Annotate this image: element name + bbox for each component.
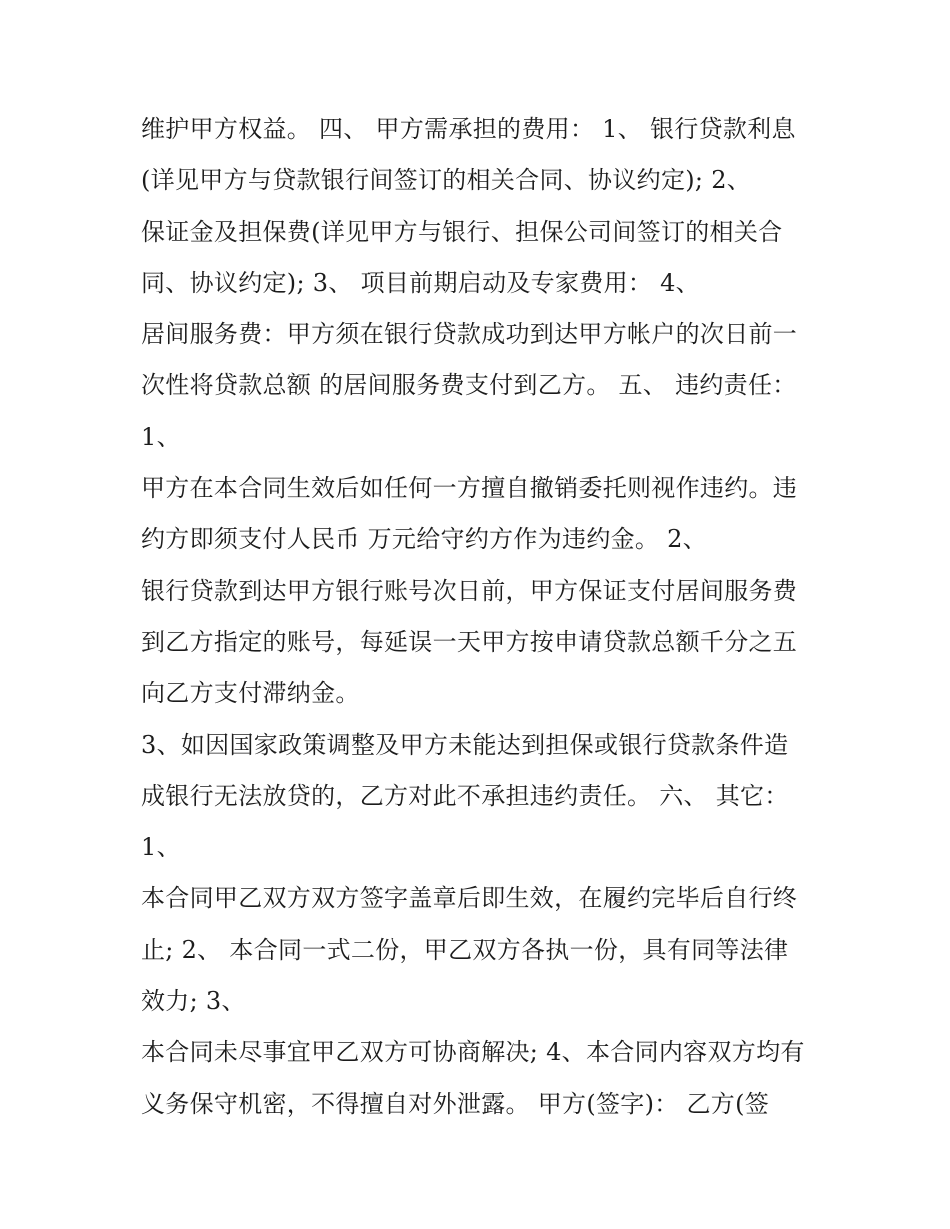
text-line: 约方即须支付人民币 万元给守约方作为违约金。 2、: [141, 525, 708, 554]
text-line: 保证金及担保费(详见甲方与银行、担保公司间签订的相关合: [141, 217, 783, 246]
text-line: 3、如因国家政策调整及甲方未能达到担保或银行贷款条件造: [141, 730, 789, 759]
text-line: 1、: [141, 422, 181, 451]
text-line: 成银行无法放贷的，乙方对此不承担违约责任。 六、 其它：: [141, 781, 789, 810]
text-line: 居间服务费：甲方须在银行贷款成功到达甲方帐户的次日前一: [141, 320, 798, 349]
text-line: 同、协议约定); 3、 项目前期启动及专家费用： 4、: [141, 268, 700, 297]
text-line: 维护甲方权益。 四、 甲方需承担的费用： 1、 银行贷款利息: [141, 115, 796, 143]
text-line: 次性将贷款总额 的居间服务费支付到乙方。 五、 违约责任：: [141, 371, 797, 400]
text-line: 效力; 3、: [141, 987, 246, 1016]
text-line: 银行贷款到达甲方银行账号次日前，甲方保证支付居间服务费: [141, 576, 798, 605]
text-line: 到乙方指定的账号，每延误一天甲方按申请贷款总额千分之五: [141, 627, 798, 656]
contract-body-text: [141, 104, 831, 1130]
text-line: 甲方在本合同生效后如任何一方擅自撤销委托则视作违约。违: [141, 474, 798, 503]
text-line: 1、: [141, 833, 181, 862]
text-line: 本合同甲乙双方双方签字盖章后即生效，在履约完毕后自行终: [141, 884, 798, 913]
text-line: 义务保守机密，不得擅自对外泄露。 甲方(签字)： 乙方(签: [141, 1089, 770, 1118]
text-line: 止; 2、 本合同一式二份，甲乙双方各执一份，具有同等法律: [141, 935, 789, 964]
text-line: (详见甲方与贷款银行间签订的相关合同、协议约定); 2、: [141, 166, 752, 195]
text-line: 本合同未尽事宜甲乙双方可协商解决; 4、本合同内容双方均有: [141, 1038, 805, 1067]
text-line: 向乙方支付滞纳金。: [141, 679, 360, 708]
